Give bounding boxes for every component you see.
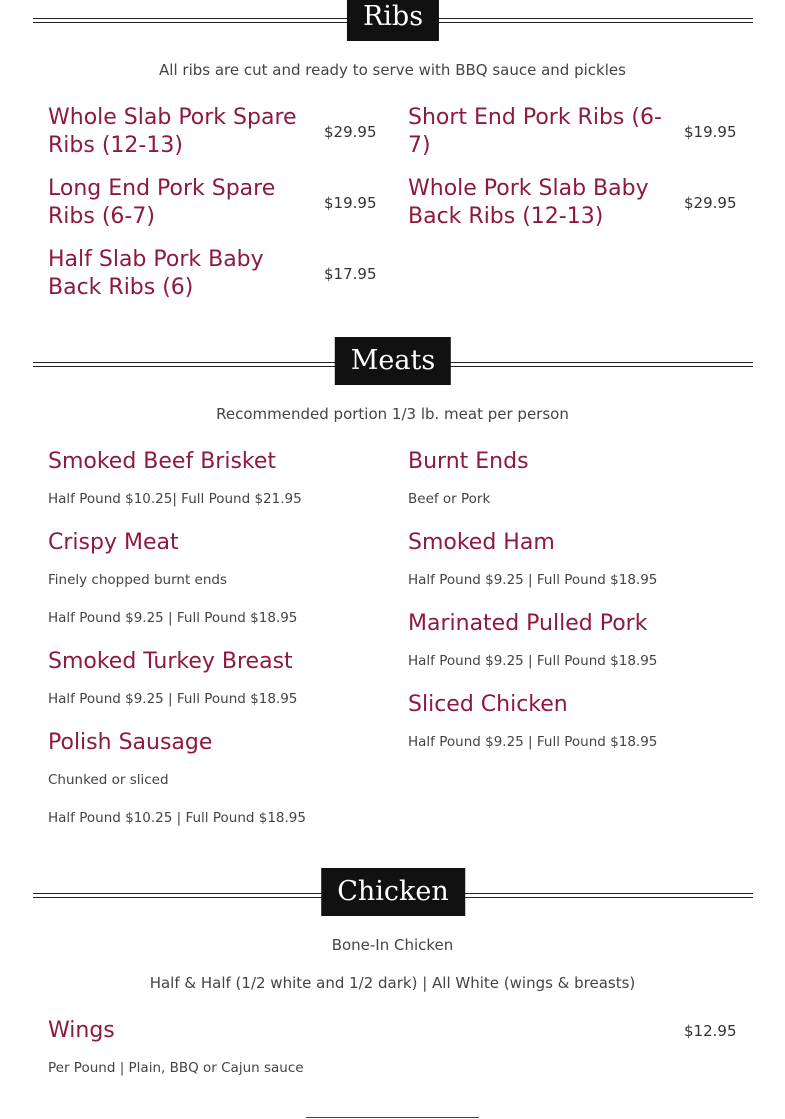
meat-item-name: Marinated Pulled Pork	[408, 611, 648, 636]
chicken-item-price: $12.95	[684, 1022, 737, 1040]
meat-item-name: Smoked Beef Brisket	[48, 449, 277, 474]
ribs-title: Ribs	[347, 0, 439, 41]
meat-item-desc: Half Pound $10.25 | Full Pound $18.95	[48, 810, 306, 826]
meat-item-desc: Half Pound $10.25| Full Pound $21.95	[48, 491, 302, 507]
meats-section-header	[33, 337, 753, 385]
meat-item-name: Smoked Ham	[408, 530, 555, 555]
rib-item-price: $29.95	[684, 194, 737, 212]
meat-item-desc: Half Pound $9.25 | Full Pound $18.95	[408, 653, 658, 669]
chicken-section-header	[33, 868, 753, 916]
chicken-subtitle-options: Half & Half (1/2 white and 1/2 dark) | All White (wings & breasts)	[149, 974, 636, 992]
meat-item-desc: Finely chopped burnt ends	[48, 572, 228, 588]
ribs-subtitle: All ribs are cut and ready to serve with BBQ sauce and pickles	[159, 61, 626, 79]
rib-item-name: Short End Pork Ribs (6-7)	[408, 105, 662, 158]
rib-item-price: $29.95	[324, 123, 377, 141]
chicken-item-name: Wings	[48, 1018, 115, 1043]
meat-item-name: Polish Sausage	[48, 730, 213, 755]
rib-item-price: $19.95	[684, 123, 737, 141]
meat-item-desc: Half Pound $9.25 | Full Pound $18.95	[408, 572, 658, 588]
meat-item-desc: Half Pound $9.25 | Full Pound $18.95	[48, 691, 298, 707]
meat-item-desc: Half Pound $9.25 | Full Pound $18.95	[48, 610, 298, 626]
meat-item-name: Crispy Meat	[48, 530, 179, 555]
rib-item-name: Long End Pork Spare Ribs (6-7)	[48, 176, 276, 229]
chicken-item-desc: Per Pound | Plain, BBQ or Cajun sauce	[48, 1060, 304, 1076]
chicken-subtitle: Bone-In Chicken	[331, 936, 454, 954]
meat-item-name: Smoked Turkey Breast	[48, 649, 293, 674]
meats-title: Meats	[335, 337, 451, 385]
chicken-title: Chicken	[321, 868, 465, 916]
meat-item-name: Burnt Ends	[408, 449, 529, 474]
rib-item-name: Whole Slab Pork Spare Ribs (12-13)	[48, 105, 297, 158]
meat-item-desc: Half Pound $9.25 | Full Pound $18.95	[408, 734, 658, 750]
rib-item-name: Half Slab Pork Baby Back Ribs (6)	[48, 247, 264, 300]
rib-item-price: $17.95	[324, 265, 377, 283]
meat-item-name: Sliced Chicken	[408, 692, 568, 717]
meat-item-desc: Chunked or sliced	[48, 772, 169, 788]
rib-item-name: Whole Pork Slab Baby Back Ribs (12-13)	[408, 176, 649, 229]
rib-item-price: $19.95	[324, 194, 377, 212]
divider	[306, 1117, 479, 1118]
ribs-section-header	[33, 0, 753, 41]
meats-subtitle: Recommended portion 1/3 lb. meat per person	[216, 405, 569, 423]
meat-item-desc: Beef or Pork	[408, 491, 491, 507]
